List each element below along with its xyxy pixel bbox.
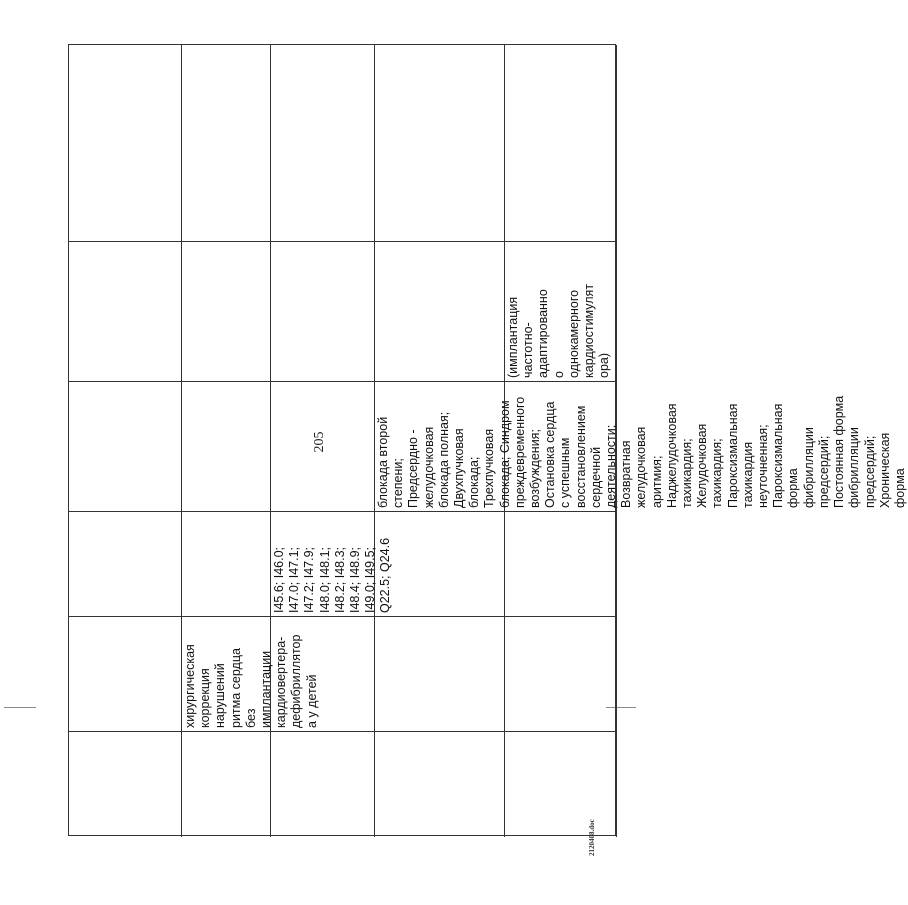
table-cell: [271, 732, 374, 837]
table-cell: [375, 512, 504, 617]
table-cell: блокада второй степени; Предсердно - желудочковая блокада полная; Двухпучковая блокада; Трехпучковая блокада; Синдром преждевременного возбуждения; Остановка сердца с успешным восстановлением сердечной деятельности; Возвратная желудочковая аритмия; Наджелудочковая тахикардия; Желудочковая тахикардия; Пароксизмальная тахикардия неуточненная; Пароксизмальная форма фибрилляции предсердий; Постоянная форма фибрилляции предсердий; Хроническая форма: [375, 382, 504, 512]
table-cell: [375, 242, 504, 382]
table-cell: [182, 382, 270, 512]
table-cell: [182, 242, 270, 382]
table-cell: [271, 45, 374, 242]
table-cell: [69, 617, 181, 732]
table-cell: [69, 732, 181, 837]
table-cell: [182, 732, 270, 837]
table-cell: [375, 617, 504, 732]
table-cell: [69, 242, 181, 382]
table-cell: [375, 45, 504, 242]
medical-table: [68, 44, 907, 836]
table-cell: хирургическая коррекция нарушений ритма сердца без имплантации кардиовертера- дефибриллятор а у детей: [182, 617, 270, 732]
table-row: [69, 45, 182, 837]
table-cell: [69, 382, 181, 512]
table-row: [182, 45, 319, 837]
table-cell: [505, 512, 616, 617]
table-row: [505, 45, 617, 837]
table-cell: [182, 45, 270, 242]
table-cell: [505, 617, 616, 732]
left-edge-mark: [4, 707, 36, 708]
table-cell: [271, 242, 374, 382]
page-number: 205: [312, 431, 327, 453]
table-cell: [69, 45, 181, 242]
table-row: [271, 45, 393, 837]
table-content: [69, 45, 907, 837]
table-cell: [182, 512, 270, 617]
table-cell: [271, 382, 374, 512]
table-cell: [505, 45, 616, 242]
table-cell: [505, 732, 616, 837]
table-cell: [271, 617, 374, 732]
table-cell: [505, 382, 616, 512]
table-cell: I45.6; I46.0; I47.0; I47.1; I47.2; I47.9; I48.0; I48.1; I48.2; I48.3; I48.4; I48.9; I49.0; I49.5; Q22.5; Q24.6: [271, 512, 374, 617]
table-cell: [69, 512, 181, 617]
table-cell: [375, 732, 504, 837]
file-label: 2120408.doc: [588, 819, 596, 856]
table-cell: (имплантация частотно- адаптированно о однокамерного кардиостимулят ора): [505, 242, 616, 382]
